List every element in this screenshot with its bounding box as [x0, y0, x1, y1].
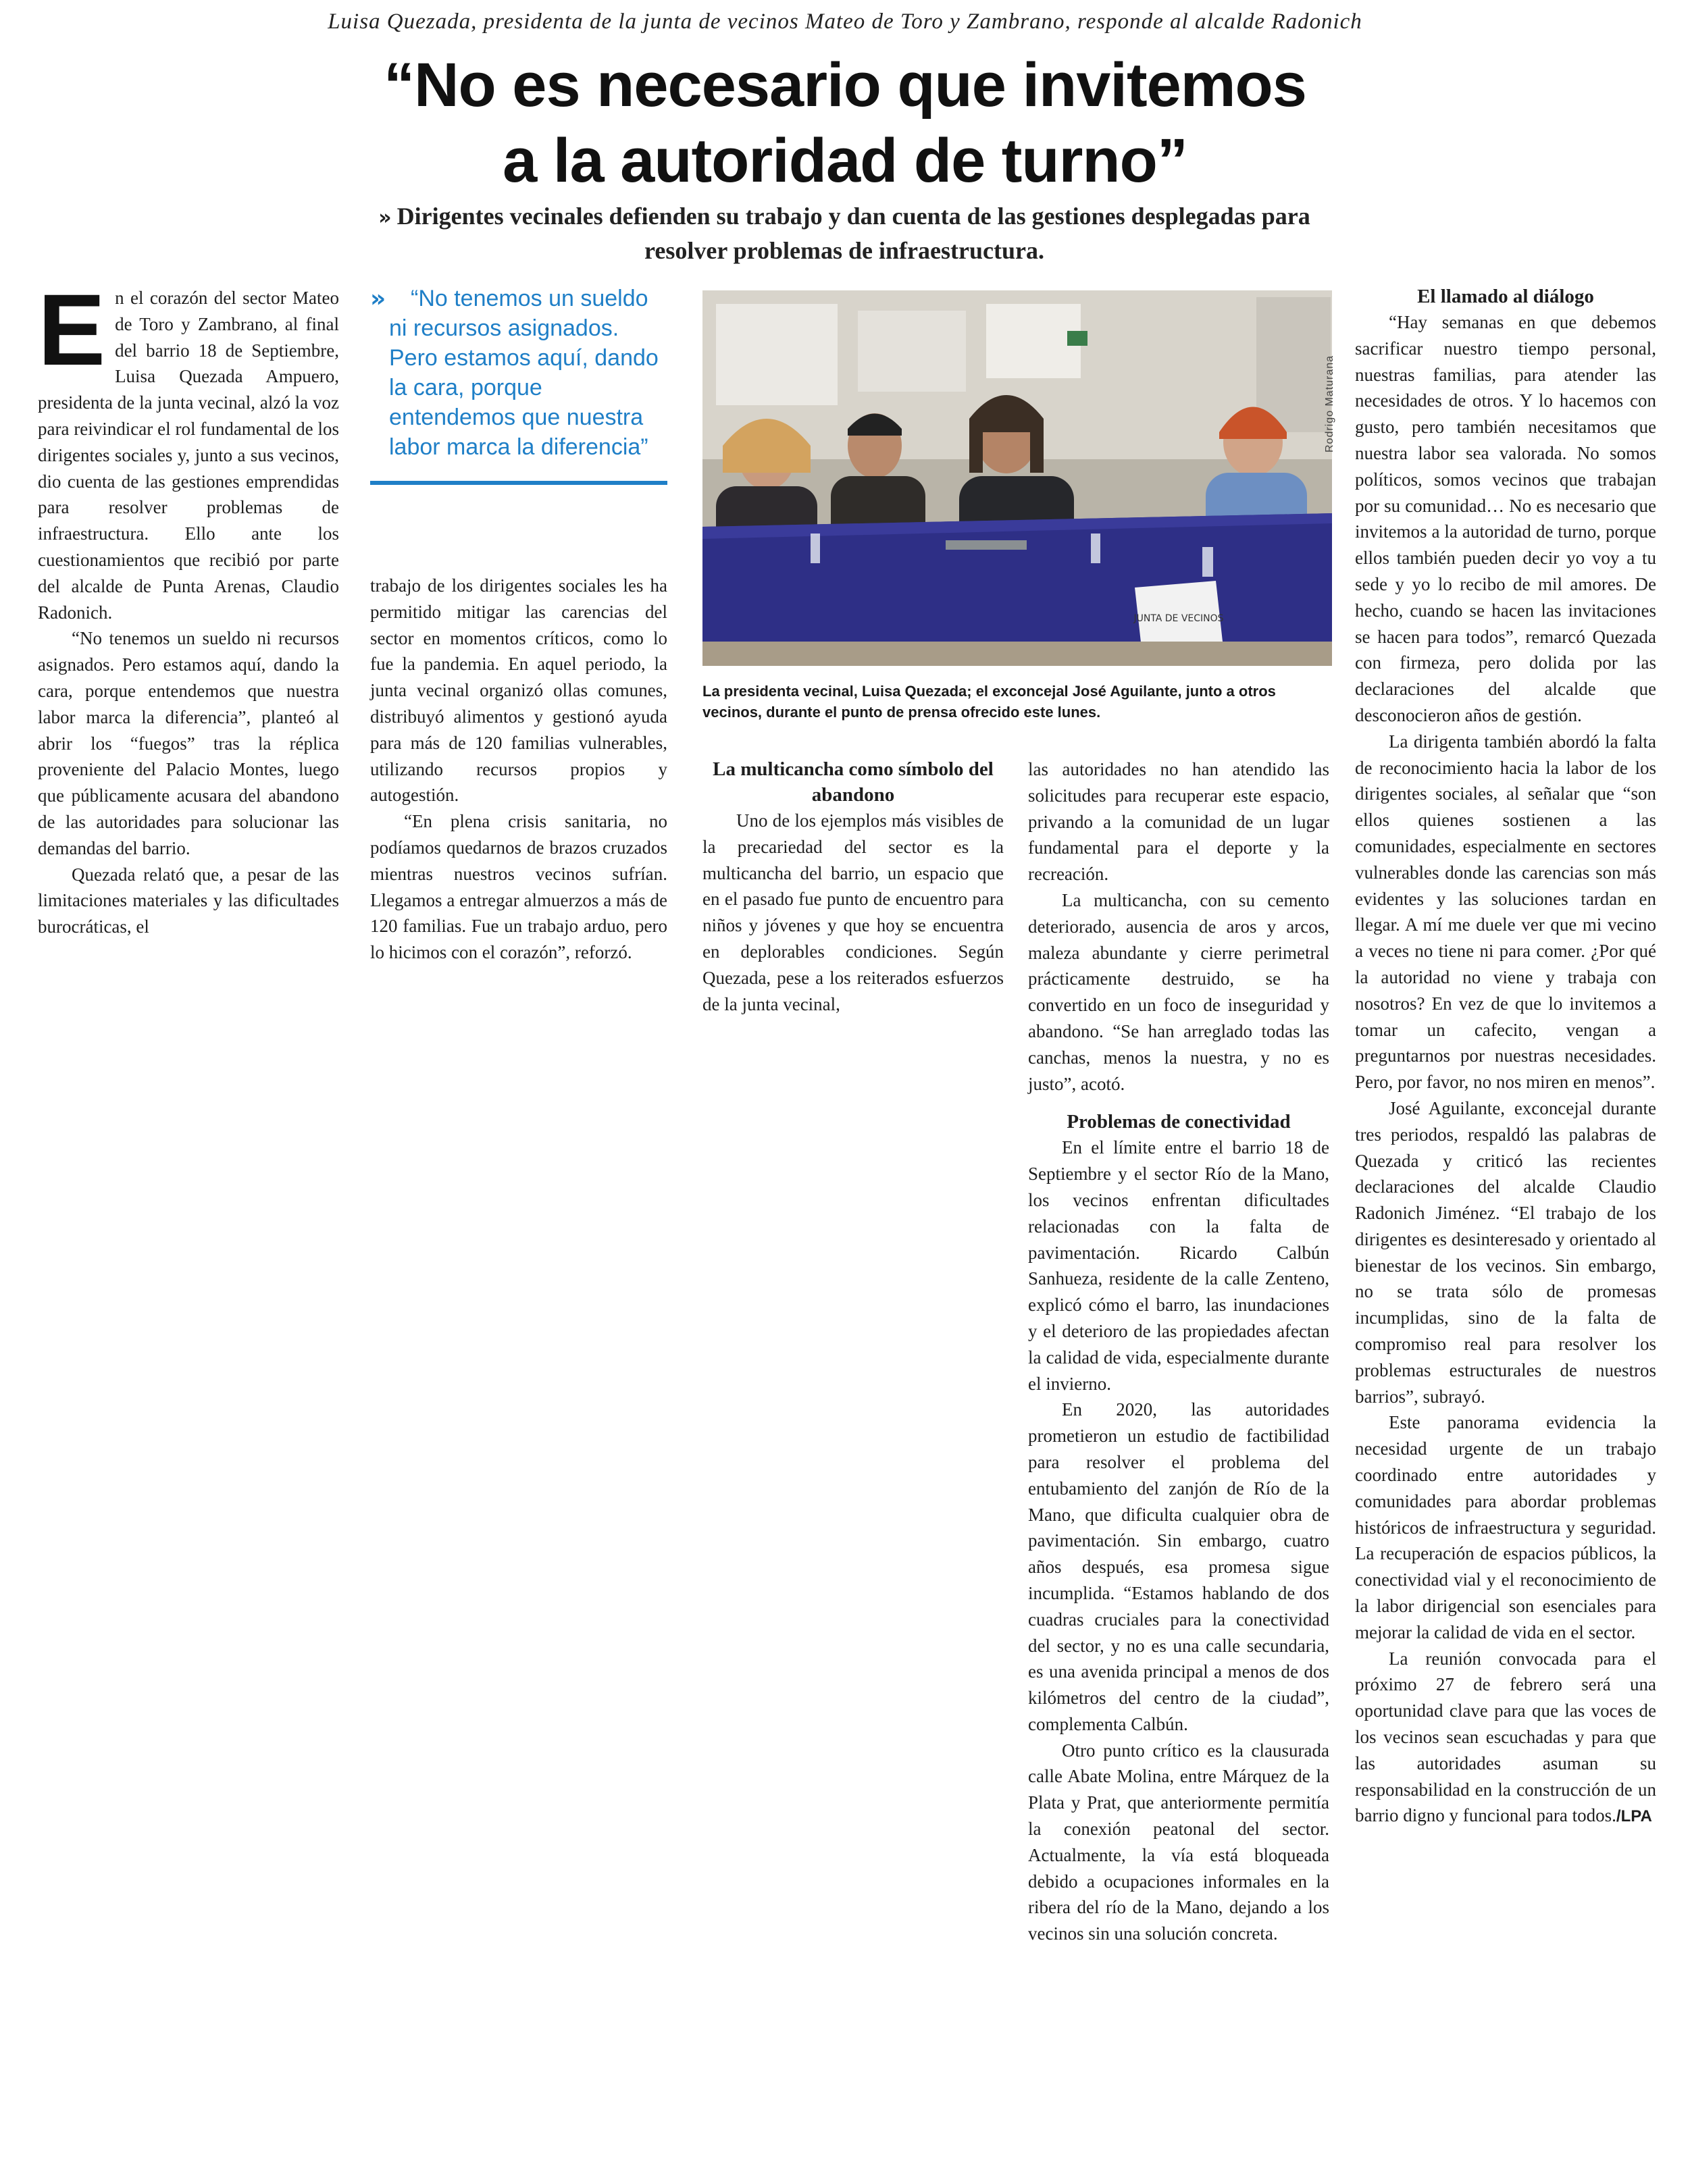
pull-quote: [370, 284, 667, 485]
paragraph: José Aguilante, exconcejal durante tres periodos, respaldó las palabras de Quezada y criticó las recientes declaraciones del alcalde Claudio Radonich Jiménez. “El trabajo de los dirigentes es desinteresado y orientado al bienestar de los vecinos. Sin embargo, no se trata sólo de promesas incumplidas, sino de la falta de compromiso real para resolver los problemas estructurales de nuestros barrios”, subrayó.: [1355, 1097, 1656, 1407]
signoff: /LPA: [1616, 1807, 1652, 1826]
paragraph: [38, 273, 339, 625]
paragraph: La dirigenta también abordó la falta de reconocimiento hacia la labor de los dirigentes sociales, al señalar que “son ellos quienes sostienen a las comunidades, especialmente en sectores vulnerables donde las carencias son más evidentes y las soluciones tardan en llegar. A mí me duele ver que mi vecino a veces no tiene ni para comer. ¿Por qué la autoridad no viene y trabaja con nosotros? En vez de que lo invitemos a tomar un cafecito, vengan a preguntarnos por nuestras necesidades. Pero, por favor, no nos miren en menos”.: [1355, 731, 1656, 1093]
junta-placard: [1133, 581, 1223, 648]
headline-line-1: “No es necesario que invitemos: [384, 51, 1306, 120]
column-4: [1028, 756, 1329, 1947]
subheading: La multicancha como símbolo del abandono: [713, 758, 994, 806]
column-2: [370, 573, 667, 966]
paragraph: En 2020, las autoridades prometieron un estudio de factibilidad para resolver el problema del entubamiento del zanjón de Río de la Mano, que dificulta cualquier obra de pavimentación. Sin embargo, cuatro años después, esa promesa sigue incumplida. “Estamos hablando de dos cuadras cruciales para la conectividad del sector, y no es una calle secundaria, es una avenida principal a menos de dos kilómetros del centro de la ciudad”, complementa Calbún.: [1028, 1399, 1329, 1734]
pull-quote-text: “No tenemos un sueldo ni recursos asignados. Pero estamos aquí, dando la cara, porque entendemos que nuestra labor marca la diferencia”: [389, 286, 659, 460]
headline-line-2: a la autoridad de turno”: [503, 126, 1187, 195]
paragraph: En el límite entre el barrio 18 de Septiembre y el sector Río de la Mano, los vecinos enfrentan dificultades relacionadas con la falta de pavimentación. Ricardo Calbún Sanhueza, residente de la calle Zenteno, explicó cómo el barro, las inundaciones y el deterioro de las propiedades afectan la calidad de vida, especialmente durante el invierno.: [1028, 1137, 1329, 1394]
paragraph: Otro punto crítico es la clausurada calle Abate Molina, entre Márquez de la Plata y Prat, que anteriormente permitía la conexión peatonal del sector. Actualmente, la vía está bloqueada debido a ocupaciones informales en la ribera del río de la Mano, dejando a los vecinos sin una solución concreta.: [1028, 1740, 1329, 1944]
paragraph: trabajo de los dirigentes sociales les ha permitido mitigar las carencias del sector en momentos críticos, como lo fue la pandemia. En aquel periodo, la junta vecinal organizó ollas comunes, distribuyó alimentos y gestionó ayuda para más de 120 familias vulnerables, utilizando recursos propios y autogestión.: [370, 575, 667, 806]
double-chevron-icon: »: [370, 285, 386, 313]
paragraph: “No tenemos un sueldo ni recursos asignados. Pero estamos aquí, dando la cara, porque entendemos que nuestra labor marca la diferencia”, planteó al abrir los “fuegos” tras la réplica proveniente del Palacio Montes, luego que públicamente acusara del abandono de las autoridades para solucionar las demandas del barrio.: [38, 628, 339, 858]
column-5: [1355, 284, 1656, 1830]
deck: [378, 200, 1310, 267]
paragraph: Quezada relató que, a pesar de las limitaciones materiales y las dificultades burocráticas, el: [38, 864, 339, 937]
paragraph: La multicancha, con su cemento deteriorado, ausencia de aros y arcos, maleza abundante y cierre perimetral prácticamente destruido, se ha convertido en un foco de inseguridad y abandono. “Se han arreglado todas las canchas, menos la nuestra, y no es justo”, acotó.: [1028, 889, 1329, 1094]
placard-text: JUNTA DE VECINOS: [1133, 613, 1224, 624]
paragraph-text: n el corazón del sector Mateo de Toro y Zambrano, al final del barrio 18 de Septiembre, Luisa Quezada Ampuero, presidenta de la junta vecinal, alzó la voz para reivindicar el rol fundamental de los dirigentes sociales y, junto a sus vecinos, dio cuenta de las gestiones emprendidas para resolver problemas de infraestructura. Ello ante los cuestionamientos que recibió por parte del alcalde de Punta Arenas, Claudio Radonich.: [38, 288, 339, 623]
article-photo: [702, 290, 1332, 666]
paragraph: Uno de los ejemplos más visibles de la precariedad del sector es la multicancha del barrio, un espacio que en el pasado fue punto de encuentro para niños y jóvenes y que hoy se encuentra en deplorables condiciones. Según Quezada, pese a los reiterados esfuerzos de la junta vecinal,: [702, 810, 1004, 1014]
double-chevron-icon: »: [378, 206, 392, 230]
paragraph: las autoridades no han atendido las solicitudes para recuperar este espacio, privando a la comunidad de un lugar fundamental para el deporte y la recreación.: [1028, 759, 1329, 885]
paragraph-text: La reunión convocada para el próximo 27 de febrero será una oportunidad clave para que las voces de los vecinos sean escuchadas y para que las autoridades asuman su responsabilidad en la construcción de un barrio digno y funcional para todos.: [1355, 1648, 1656, 1826]
paragraph: “Hay semanas en que debemos sacrificar nuestro tiempo personal, nuestras familias, para atender las necesidades de otros. Y lo hacemos con gusto, pero también necesitamos que nuestra labor sea valorada. No somos políticos, somos vecinos que trabajan por su comunidad… No es necesario que invitemos a la autoridad de turno, porque ellos también pueden decir yo voy a tu sede y yo lo recibo de mil amores. De hecho, cuando se hacen las invitaciones se hacen para todos”, remarcó Quezada con firmeza, pero dolida por las declaraciones del alcalde que desconocieron años de gestión.: [1355, 312, 1656, 725]
subheading: El llamado al diálogo: [1417, 286, 1594, 307]
deck-text: Dirigentes vecinales defienden su trabajo y dan cuenta de las gestiones desplegadas para resolver problemas de infraestructura.: [396, 203, 1310, 264]
photo-caption: La presidenta vecinal, Luisa Quezada; el exconcejal José Aguilante, junto a otros vecinos, durante el punto de prensa ofrecido este lunes.: [702, 683, 1276, 721]
photo-credit: Rodrigo Maturana: [1324, 355, 1335, 452]
paragraph: “En plena crisis sanitaria, no podíamos quedarnos de brazos cruzados mientras nuestros vecinos sufrían. Llegamos a entregar almuerzos a más de 120 familias. Fue un trabajo arduo, pero lo hicimos con el corazón”, reforzó.: [370, 811, 667, 963]
column-3: [702, 756, 1004, 1017]
column-1: [38, 273, 339, 940]
paragraph: [1355, 1646, 1656, 1831]
paragraph: Este panorama evidencia la necesidad urgente de un trabajo coordinado entre autoridades y comunidades para abordar problemas históricos de infraestructura y seguridad. La recuperación de espacios públicos, la conectividad vial y el reconocimiento de la labor dirigencial son esenciales para mejorar la calidad de vida en el sector.: [1355, 1412, 1656, 1642]
subheading: Problemas de conectividad: [1067, 1111, 1291, 1133]
dropcap: E: [38, 273, 106, 386]
kicker: Luisa Quezada, presidenta de la junta de vecinos Mateo de Toro y Zambrano, responde al alcalde Radonich: [328, 9, 1362, 34]
headline: [0, 47, 1690, 199]
